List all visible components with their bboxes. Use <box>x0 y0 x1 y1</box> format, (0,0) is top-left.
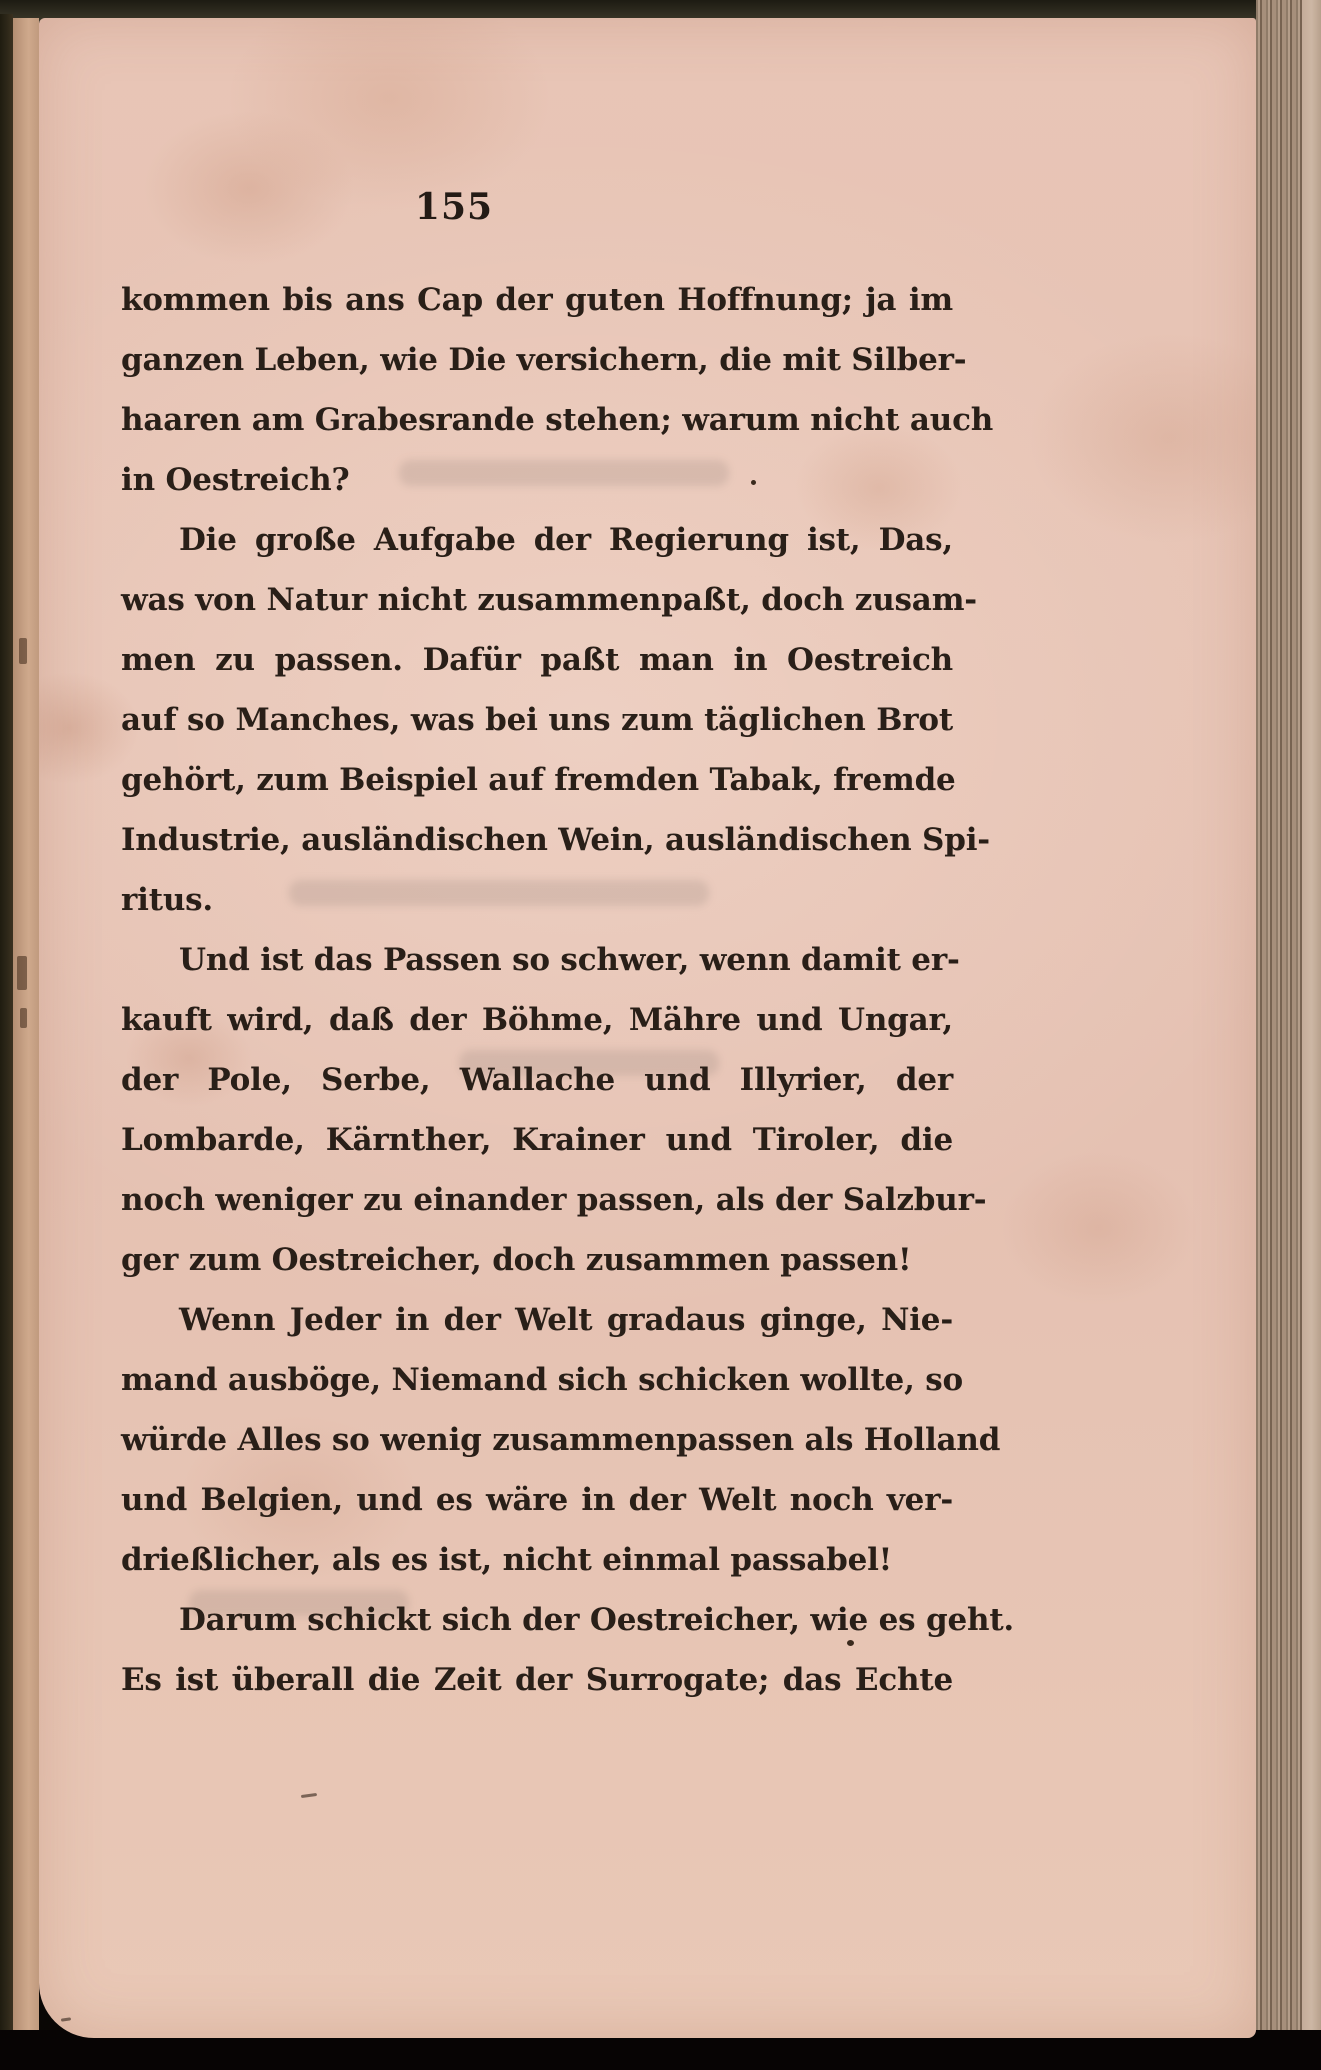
pencil-dash <box>301 1793 317 1798</box>
pencil-dash <box>61 2017 71 2021</box>
text-line: ganzen Leben, wie Die versichern, die mit Silber- <box>121 342 967 378</box>
fore-edge-outer <box>1302 0 1321 2070</box>
fore-edge-pages <box>1256 0 1302 2070</box>
text-line: und Belgien, und es wäre in der Welt noch ver- <box>121 1482 953 1518</box>
page-number: 155 <box>414 186 494 228</box>
text-line: in Oestreich? <box>121 462 350 498</box>
underlying-page-edge <box>13 18 39 2048</box>
text-line: kommen bis ans Cap der guten Hoffnung; ja im <box>121 282 953 318</box>
text-line: haaren am Grabesrande stehen; warum nicht auch <box>121 402 994 438</box>
text-line: der Pole, Serbe, Wallache und Illyrier, der <box>121 1062 953 1098</box>
text-line: mand ausböge, Niemand sich schicken wollte, so <box>121 1362 963 1398</box>
text-line: würde Alles so wenig zusammenpassen als Holland <box>121 1422 1001 1458</box>
text-line: Wenn Jeder in der Welt gradaus ginge, Nie- <box>179 1302 953 1338</box>
text-line: men zu passen. Dafür paßt man in Oestreich <box>121 642 953 678</box>
text-line: ger zum Oestreicher, doch zusammen passen! <box>121 1242 912 1278</box>
text-line: gehört, zum Beispiel auf fremden Tabak, fremde <box>121 762 956 798</box>
binding-edge <box>0 14 13 2064</box>
text-line: ritus. <box>121 882 214 918</box>
text-block <box>121 270 1015 1710</box>
text-line: was von Natur nicht zusammenpaßt, doch zusam- <box>121 582 977 618</box>
text-line: Industrie, ausländischen Wein, ausländischen Spi- <box>121 822 990 858</box>
book-page <box>39 18 1256 2038</box>
text-line: Darum schickt sich der Oestreicher, wie es geht. <box>179 1602 1015 1638</box>
edge-stain <box>20 1008 27 1028</box>
text-line: Die große Aufgabe der Regierung ist, Das, <box>179 522 953 558</box>
text-line: auf so Manches, was bei uns zum täglichen Brot <box>121 702 953 738</box>
text-line: kauft wird, daß der Böhme, Mähre und Ungar, <box>121 1002 953 1038</box>
edge-stain <box>19 638 27 664</box>
text-line: Lombarde, Kärnther, Krainer und Tiroler, die <box>121 1122 953 1158</box>
text-line: Und ist das Passen so schwer, wenn damit er- <box>179 942 960 978</box>
text-line: drießlicher, als es ist, nicht einmal passabel! <box>121 1542 893 1578</box>
edge-stain <box>17 956 27 990</box>
text-line: noch weniger zu einander passen, als der Salzbur- <box>121 1182 987 1218</box>
text-line: Es ist überall die Zeit der Surrogate; das Echte <box>121 1662 953 1698</box>
